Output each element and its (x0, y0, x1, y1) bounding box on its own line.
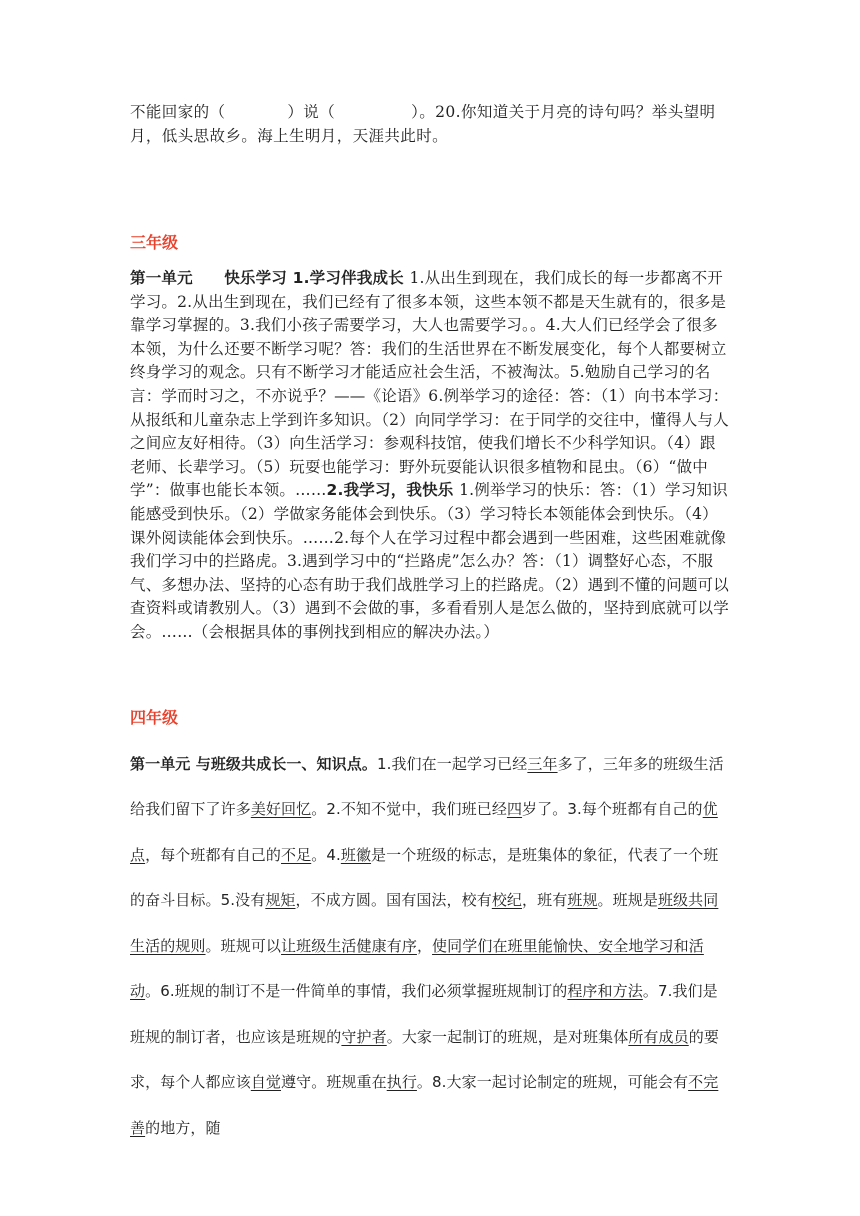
text-span: 。4. (311, 845, 341, 864)
text-span: 1.我们在一起学习已经 (376, 754, 528, 773)
text-span: 的地方，随 (145, 1118, 221, 1137)
text-span: ，每个班都有自己的 (145, 845, 282, 864)
grade3-lesson2-title: 2.我学习，我快乐 (326, 481, 460, 500)
text-span: 。8.大家一起讨论制定的班规，可能会有 (416, 1073, 689, 1091)
underlined-term: 优点 (130, 800, 718, 864)
text-span: 。班规可以 (205, 936, 282, 955)
underlined-term: 自觉 (250, 1073, 282, 1091)
underlined-term: 执行 (386, 1073, 417, 1091)
grade3-unit-title: 第一单元 快乐学习 (130, 269, 293, 287)
text-span: 。班规是 (597, 891, 658, 909)
text-span: 遵守。班规重在 (281, 1073, 387, 1091)
text-span: 多了，三年多的班级生活给我们留下了许多 (130, 754, 724, 818)
underlined-term: 四 (506, 800, 523, 818)
grade3-lesson1-text: 1.从出生到现在，我们成长的每一步都离不开学习。2.从出生到现在，我们已经有了很多本领，这些本领不都是天生就有的，很多是靠学习掌握的。3.我们小孩子需要学习，大人也需要学习。。4.大人们已经学会了很多本领，为什么还要不断学习呢？答：我们的生活世界在不断发展变化，每个人都要树立终身学习的观念。只有不断学习才能适应社会生活，不被淘汰。5.勉励自己学习的名言：学而时习之，不亦说乎？——《论语》6.例举学习的途径：答：（1）向书本学习：从报纸和儿童杂志上学到许多知识。（2）向同学学习：在于同学的交往中，懂得人与人之间应友好相待。（3）向生活学习：参观科技馆，使我们增长不少科学知识。（4）跟老师、长辈学习。（5）玩耍也能学习：野外玩耍能认识很多植物和昆虫。（6）“做中学”：做事也能长本领。…… (130, 269, 729, 500)
document-page (130, 100, 730, 1151)
grade3-lesson1-title: 1.学习伴我成长 (292, 269, 410, 287)
grade3-paragraph (130, 267, 730, 645)
text-span: 。2.不知不觉中，我们班已经 (311, 800, 507, 818)
text-span: 岁了。3.每个班都有自己的 (522, 800, 703, 818)
underlined-term: 使同学们在班里能愉快、安全地学习和活动 (130, 936, 704, 1000)
grade3-heading: 三年级 (130, 233, 179, 252)
underlined-term: 程序和方法 (567, 982, 643, 1000)
intro-text-1: 不能回家的（ (130, 103, 226, 121)
underlined-term: 班级共同生活的规则 (130, 891, 719, 955)
intro-text-2: ）说（ (287, 103, 336, 121)
text-span: 。大家一起制订的班规，是对班集体 (386, 1027, 629, 1046)
underlined-term: 规矩 (265, 891, 296, 909)
text-span: ， (416, 936, 433, 955)
underlined-term: 校纪 (491, 891, 523, 909)
underlined-term: 所有成员 (628, 1027, 689, 1046)
underlined-term: 守护者 (341, 1027, 387, 1046)
underlined-term: 让班级生活健康有序 (281, 936, 417, 955)
intro-paragraph (130, 100, 730, 148)
grade3-lesson2-text: 1.例举学习的快乐：答：（1）学习知识能感受到快乐。（2）学做家务能体会到快乐。（3）学习特长本领能体会到快乐。（4）课外阅读能体会到快乐。……2.每个人在学习过程中都会遇到一些困难，这些困难就像我们学习中的拦路虎。3.遇到学习中的“拦路虎”怎么办？答：（1）调整好心态，不服气、多想办法、坚持的心态有助于我们战胜学习上的拦路虎。（2）遇到不懂的问题可以查资料或请教别人。（3）遇到不会做的事，多看看别人是怎么做的，坚持到底就可以学会。……（会根据具体的事例找到相应的解决办法。） (130, 481, 729, 641)
text-span: ，不成方圆。国有国法，校有 (295, 891, 492, 909)
underlined-term: 不足 (281, 845, 312, 864)
intro-text-3: ）。20.你知道关于月亮的诗句吗？举头望明月，低头思故乡。海上生明月，天涯共此时。 (130, 103, 716, 145)
underlined-term: 美好回忆 (250, 800, 312, 818)
underlined-term: 班规 (567, 891, 598, 909)
underlined-term: 班徽 (340, 845, 372, 864)
text-span: ，班有 (522, 891, 568, 909)
text-span: 的要求，每个人都应该 (130, 1027, 719, 1091)
grade4-unit-title: 第一单元 与班级共成长一、知识点。 (130, 754, 377, 773)
underlined-term: 不完善 (130, 1073, 719, 1137)
grade4-heading: 四年级 (130, 707, 179, 727)
text-span: 。6.班规的制订不是一件简单的事情，我们必须掌握班规制订的 (145, 982, 568, 1000)
underlined-term: 三年 (527, 754, 558, 773)
grade4-paragraph (130, 742, 730, 1152)
text-span: 是一个班级的标志，是班集体的象征，代表了一个班的奋斗目标。5.没有 (130, 845, 719, 909)
text-span: 。7.我们是班规的制订者，也应该是班规的 (130, 982, 718, 1046)
